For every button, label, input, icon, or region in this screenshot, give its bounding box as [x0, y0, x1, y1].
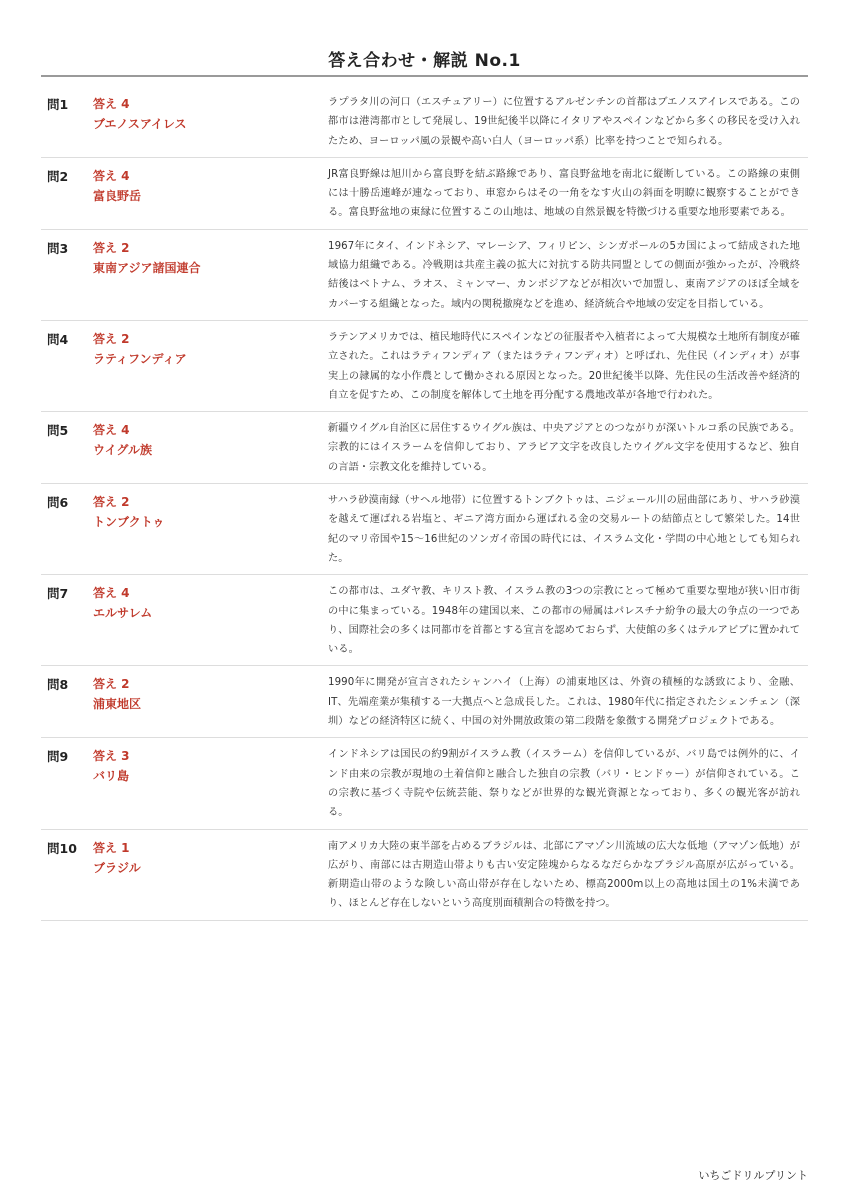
- answer-name: 東南アジア諸国連合: [93, 260, 201, 275]
- question-number: 問9: [47, 749, 69, 765]
- answer-row-9: [41, 738, 808, 829]
- question-number: 問6: [47, 495, 69, 511]
- explanation-text: ラテンアメリカでは、植民地時代にスペインなどの征服者や入植者によって大規模な土地所有制度が確立された。これはラティフンディア（またはラティフンディオ）と呼ばれ、先住民（インディオ）が事実上の隷属的な小作農として働かされる原因となった。20世紀後半以降、先住民の生活改善や経済的自立を促すため、この制度を解体して土地を再分配する農地改革が各地で行われた。: [328, 331, 800, 401]
- question-number: 問8: [47, 677, 69, 693]
- footer-credit: いちごドリルプリント: [698, 1169, 808, 1182]
- explanation-text: JR富良野線は旭川から富良野を結ぶ路線であり、富良野盆地を南北に縦断している。この路線の東側には十勝岳連峰が連なっており、車窓からはその一角をなす火山の斜面を明瞭に観察することができる。富良野盆地の東縁に位置するこの山地は、地域の自然景観を特徴づける重要な地形要素である。: [328, 168, 800, 219]
- answer-name: ラティフンディア: [93, 351, 187, 366]
- answer-row-8: [41, 666, 808, 738]
- answer-name: バリ島: [93, 769, 130, 784]
- question-number: 問4: [47, 331, 69, 347]
- answer-label: 答え 2: [93, 677, 130, 692]
- explanation-text: インドネシアは国民の約9割がイスラム教（イスラーム）を信仰しているが、バリ島では例外的に、インド由来の宗教が現地の土着信仰と融合した独自の宗教（バリ・ヒンドゥー）が信仰されている。この宗教に基づく寺院や伝統芸能、祭りなどが世界的な観光資源となっており、多くの観光客が訪れる。: [328, 749, 800, 819]
- answer-name: ウイグル族: [93, 443, 153, 458]
- question-number: 問5: [47, 423, 69, 439]
- answer-label: 答え 2: [93, 495, 130, 510]
- answer-label: 答え 2: [93, 240, 130, 255]
- explanation-text: サハラ砂漠南縁（サヘル地帯）に位置するトンブクトゥは、ニジェール川の屈曲部にあり、サハラ砂漠を越えて運ばれる岩塩と、ギニア湾方面から運ばれる金の交易ルートの結節点として繁栄した。14世紀のマリ帝国や15〜16世紀のソンガイ帝国の時代には、イスラム文化・学問の中心地としても知られた。: [328, 495, 800, 564]
- answer-label: 答え 1: [93, 840, 130, 855]
- title-divider: [41, 75, 808, 77]
- answer-row-7: [41, 575, 808, 666]
- page-title: 答え合わせ・解説 No.1: [328, 51, 521, 71]
- question-number: 問10: [47, 840, 77, 856]
- answer-name: 浦東地区: [93, 697, 142, 712]
- answer-list: [41, 86, 808, 921]
- answer-name: 富良野岳: [93, 188, 142, 203]
- explanation-text: ラプラタ川の河口（エスチュアリー）に位置するアルゼンチンの首都はブエノスアイレスである。この都市は港湾都市として発展し、19世紀後半以降にイタリアやスペインなどから多くの移民を受け入れたため、ヨーロッパ風の景観や高い白人（ヨーロッパ系）比率を持つことで知られる。: [328, 97, 800, 147]
- question-number: 問3: [47, 240, 69, 256]
- answer-label: 答え 4: [93, 97, 130, 111]
- answer-label: 答え 2: [93, 331, 130, 346]
- answer-label: 答え 4: [93, 423, 130, 438]
- explanation-text: 1967年にタイ、インドネシア、マレーシア、フィリピン、シンガポールの5カ国によって結成された地域協力組織である。冷戦期は共産主義の拡大に対抗する防共同盟としての側面が強かったが、冷戦終結後はベトナム、ラオス、ミャンマー、カンボジアなどが相次いで加盟し、東南アジアのほぼ全域をカバーする組織となった。域内の関税撤廃などを進め、経済統合や地域の安定を目指している。: [328, 240, 800, 310]
- answer-name: トンブクトゥ: [93, 515, 165, 530]
- answer-name: ブエノスアイレス: [93, 117, 187, 131]
- question-number: 問1: [47, 97, 69, 112]
- answer-row-1: [41, 86, 808, 158]
- answer-row-2: [41, 158, 808, 230]
- answer-label: 答え 3: [93, 749, 130, 764]
- question-number: 問2: [47, 168, 69, 184]
- explanation-text: 1990年に開発が宣言されたシャンハイ（上海）の浦東地区は、外資の積極的な誘致により、金融、IT、先端産業が集積する一大拠点へと急成長した。これは、1980年代に指定されたシェンチェン（深圳）などの経済特区に続く、中国の対外開放政策の第二段階を象徴する開発プロジェクトである。: [328, 677, 800, 728]
- answer-label: 答え 4: [93, 168, 130, 183]
- answer-row-4: [41, 321, 808, 412]
- answer-row-3: [41, 230, 808, 321]
- answer-label: 答え 4: [93, 586, 130, 601]
- explanation-text: 南アメリカ大陸の東半部を占めるブラジルは、北部にアマゾン川流域の広大な低地（アマゾン低地）が広がり、南部には古期造山帯よりも古い安定陸塊からなるなだらかなブラジル高原が広がっている。新期造山帯のような険しい高山帯が存在しないため、標高2000m以上の高地は国土の1%未満であり、ほとんど存在しないという高度別面積割合の特徴を持つ。: [328, 840, 800, 910]
- explanation-text: 新疆ウイグル自治区に居住するウイグル族は、中央アジアとのつながりが深いトルコ系の民族である。宗教的にはイスラームを信仰しており、アラビア文字を改良したウイグル文字を使用するなど、独自の言語・宗教文化を維持している。: [328, 423, 800, 473]
- answer-name: ブラジル: [93, 860, 141, 875]
- answer-row-5: [41, 412, 808, 484]
- explanation-text: この都市は、ユダヤ教、キリスト教、イスラム教の3つの宗教にとって極めて重要な聖地が狭い旧市街の中に集まっている。1948年の建国以来、この都市の帰属はパレスチナ紛争の最大の争点の一つであり、国際社会の多くは同都市を首都とする宣言を認めておらず、大使館の多くはテルアビブに置かれている。: [328, 586, 800, 656]
- answer-name: エルサレム: [93, 606, 153, 621]
- answer-row-10: [41, 830, 808, 921]
- question-number: 問7: [47, 586, 69, 602]
- answer-row-6: [41, 484, 808, 575]
